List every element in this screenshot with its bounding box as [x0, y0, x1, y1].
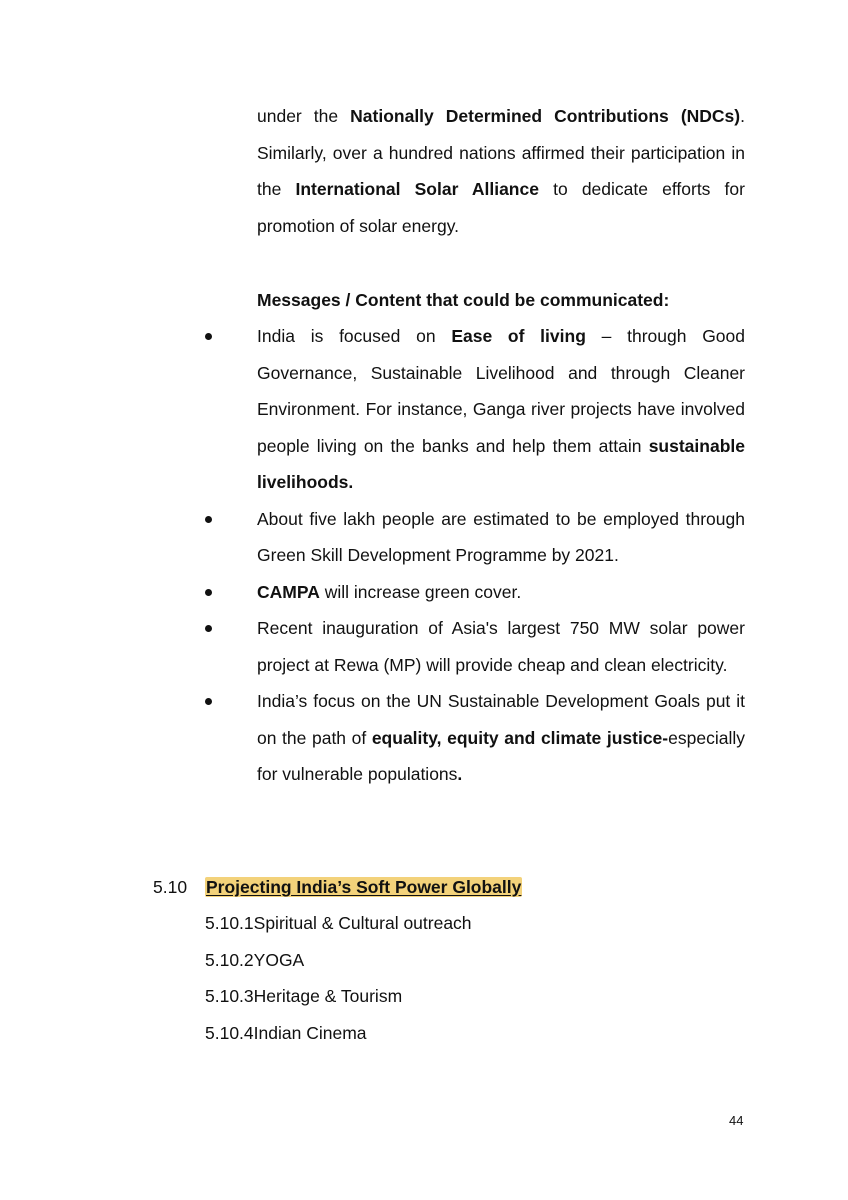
- subsection-title: Spiritual & Cultural outreach: [253, 913, 472, 933]
- list-item: [200, 683, 745, 793]
- subsection-item: [205, 942, 472, 979]
- list-item: [200, 610, 745, 683]
- list-item: [200, 318, 745, 501]
- subsection-title: Indian Cinema: [253, 1022, 367, 1043]
- subsection-number: 5.10.2: [205, 949, 254, 970]
- intro-text: under the: [257, 106, 351, 126]
- subsection-item: [205, 1015, 472, 1052]
- intro-text: to dedicate efforts for promotion of solar energy.: [257, 179, 745, 236]
- subsection-number: 5.10.1: [205, 913, 254, 933]
- bullet-text: Recent inauguration of Asia's largest 750 MW solar power project at Rewa (MP) will provide cheap and clean electricity.: [257, 618, 745, 675]
- bullet-bold: CAMPA: [257, 581, 320, 602]
- bullet-bold: sustainable livelihoods.: [257, 435, 745, 492]
- bullet-bold: Ease of living: [451, 326, 586, 346]
- list-item: [200, 574, 745, 611]
- page-number: 44: [729, 1113, 744, 1128]
- bullet-icon: [205, 333, 212, 340]
- intro-text: . Similarly, over a hundred nations affirmed their participation in the: [257, 106, 745, 199]
- bullet-text: – through Good Governance, Sustainable Livelihood and through Cleaner Environment. For instance, Ganga river projects have involved people living on the banks and help them attain: [257, 326, 746, 456]
- section-number: 5.10: [153, 877, 188, 897]
- list-item: [200, 501, 745, 574]
- bullet-icon: [205, 698, 212, 705]
- bullet-text: About five lakh people are estimated to be employed through Green Skill Development Programme by 2021.: [257, 508, 745, 565]
- subsection-item: [205, 978, 472, 1015]
- isa-term: International Solar Alliance: [295, 179, 539, 199]
- subsection-title: YOGA: [253, 949, 305, 970]
- subsection-item: [205, 905, 472, 942]
- bullet-list: [200, 318, 745, 793]
- bullet-text: will increase green cover.: [319, 581, 522, 602]
- bullet-icon: [205, 625, 212, 632]
- bullet-icon: [205, 589, 212, 596]
- ndc-term: Nationally Determined Contributions (NDCs): [350, 106, 741, 126]
- section-title: Projecting India’s Soft Power Globally: [206, 877, 522, 897]
- subsection-number: 5.10.4: [205, 1022, 254, 1043]
- bullet-text: especially for vulnerable populations: [257, 727, 745, 784]
- subsection-number: 5.10.3: [205, 986, 254, 1006]
- section-heading: [153, 869, 522, 906]
- subsection-title: Heritage & Tourism: [253, 986, 403, 1006]
- intro-paragraph: [257, 98, 745, 244]
- messages-heading: Messages / Content that could be communicated:: [257, 290, 670, 310]
- bullet-text: India is focused on: [257, 326, 452, 346]
- bullet-bold: equality, equity and climate justice-: [371, 727, 669, 748]
- bullet-icon: [205, 516, 212, 523]
- bullet-bold: .: [457, 764, 463, 784]
- bullet-text: India’s focus on the UN Sustainable Development Goals put it on the path of: [257, 691, 745, 748]
- subsection-list: [205, 905, 472, 1051]
